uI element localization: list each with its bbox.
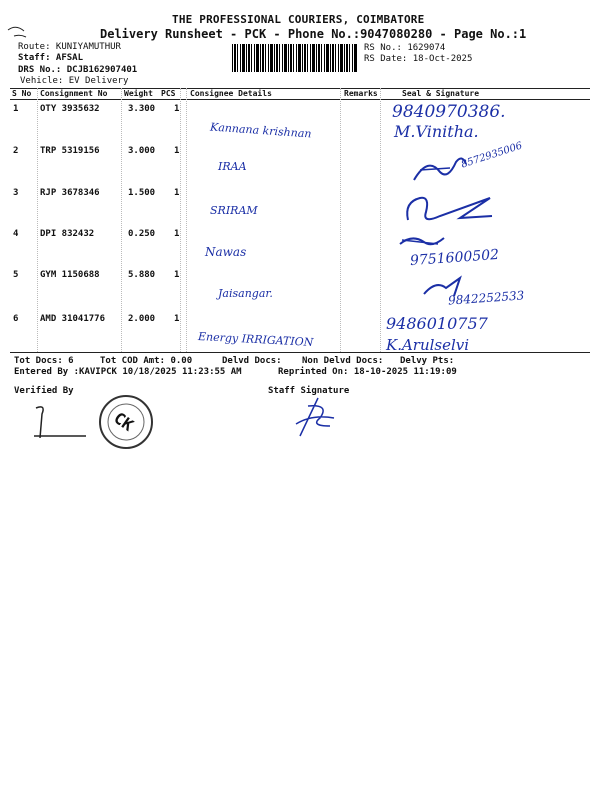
drs-number: DRS No.: DCJB162907401 xyxy=(18,65,138,75)
tot-cod-amt: Tot COD Amt: 0.00 xyxy=(100,356,193,366)
staff-signature-label: Staff Signature xyxy=(268,386,350,396)
handwritten-consignee-5: Jaisangar. xyxy=(218,287,273,300)
entered-by: Entered By :KAVIPCK 10/18/2025 11:23:55 AM xyxy=(14,367,242,377)
tot-docs: Tot Docs: 6 xyxy=(14,356,74,366)
vehicle-label: Vehicle: EV Delivery xyxy=(20,76,129,86)
col-consignee: Consignee Details xyxy=(190,89,272,98)
company-name: THE PROFESSIONAL COURIERS, COIMBATORE xyxy=(172,13,425,26)
handwritten-phone-4: 9751600502 xyxy=(409,246,500,270)
handwritten-name-1: M.Vinitha. xyxy=(394,122,479,141)
handwritten-phone-6: 9486010757 xyxy=(386,314,488,333)
verified-by-label: Verified By xyxy=(14,386,74,396)
handwritten-phone-2: 8572935006 xyxy=(459,140,524,171)
handwritten-phone-1: 9840970386. xyxy=(392,102,506,122)
handwritten-name-6: K.Arulselvi xyxy=(386,336,470,354)
signature-row3 xyxy=(400,190,500,230)
handwritten-consignee-3: SRIRAM xyxy=(210,204,258,217)
barcode xyxy=(232,44,358,72)
col-remarks: Remarks xyxy=(344,89,378,98)
col-seal: Seal & Signature xyxy=(402,89,480,98)
handwritten-consignee-4: Nawas xyxy=(205,245,247,259)
col-pcs: PCS xyxy=(161,89,176,98)
verified-signature xyxy=(30,404,90,450)
staff-label: Staff: AFSAL xyxy=(18,53,84,63)
rs-number: RS No.: 1629074 xyxy=(364,43,446,53)
stamp-text: CK xyxy=(110,408,137,435)
handwritten-consignee-6: Energy IRRIGATION xyxy=(197,329,314,350)
pen-mark xyxy=(6,22,36,42)
runsheet-title: Delivery Runsheet - PCK - Phone No.:9047080280 - Page No.:1 xyxy=(100,27,527,41)
runsheet-table: S No Consignment No Weight PCS Consignee Details Remarks Seal & Signature 1 OTY 3935632 3.300 1 2 TRP 5319156 3.000 1 3 RJP 3678346 1.500 1 4 DPI 832432 0.250 1 5 GYM 1150688 5.880 1 6 AMD 31041776 2.000 1 xyxy=(10,88,590,352)
non-delvd-docs: Non Delvd Docs: xyxy=(302,356,384,366)
signature-row2 xyxy=(410,150,470,190)
delvd-docs: Delvd Docs: xyxy=(222,356,282,366)
signature-row4 xyxy=(398,232,448,252)
handwritten-phone-5: 9842252533 xyxy=(447,288,525,308)
delvy-pts: Delvy Pts: xyxy=(400,356,455,366)
staff-signature xyxy=(290,396,340,442)
handwritten-consignee-2: IRAA xyxy=(218,160,247,173)
route-label: Route: KUNIYAMUTHUR xyxy=(18,42,121,52)
col-consignment: Consignment No xyxy=(40,89,108,98)
col-weight: Weight xyxy=(124,89,153,98)
col-sno: S No xyxy=(12,89,32,98)
handwritten-consignee-1: Kannana krishnan xyxy=(209,120,312,141)
rs-date: RS Date: 18-Oct-2025 xyxy=(364,54,473,64)
reprinted-on: Reprinted On: 18-10-2025 11:19:09 xyxy=(278,367,457,377)
